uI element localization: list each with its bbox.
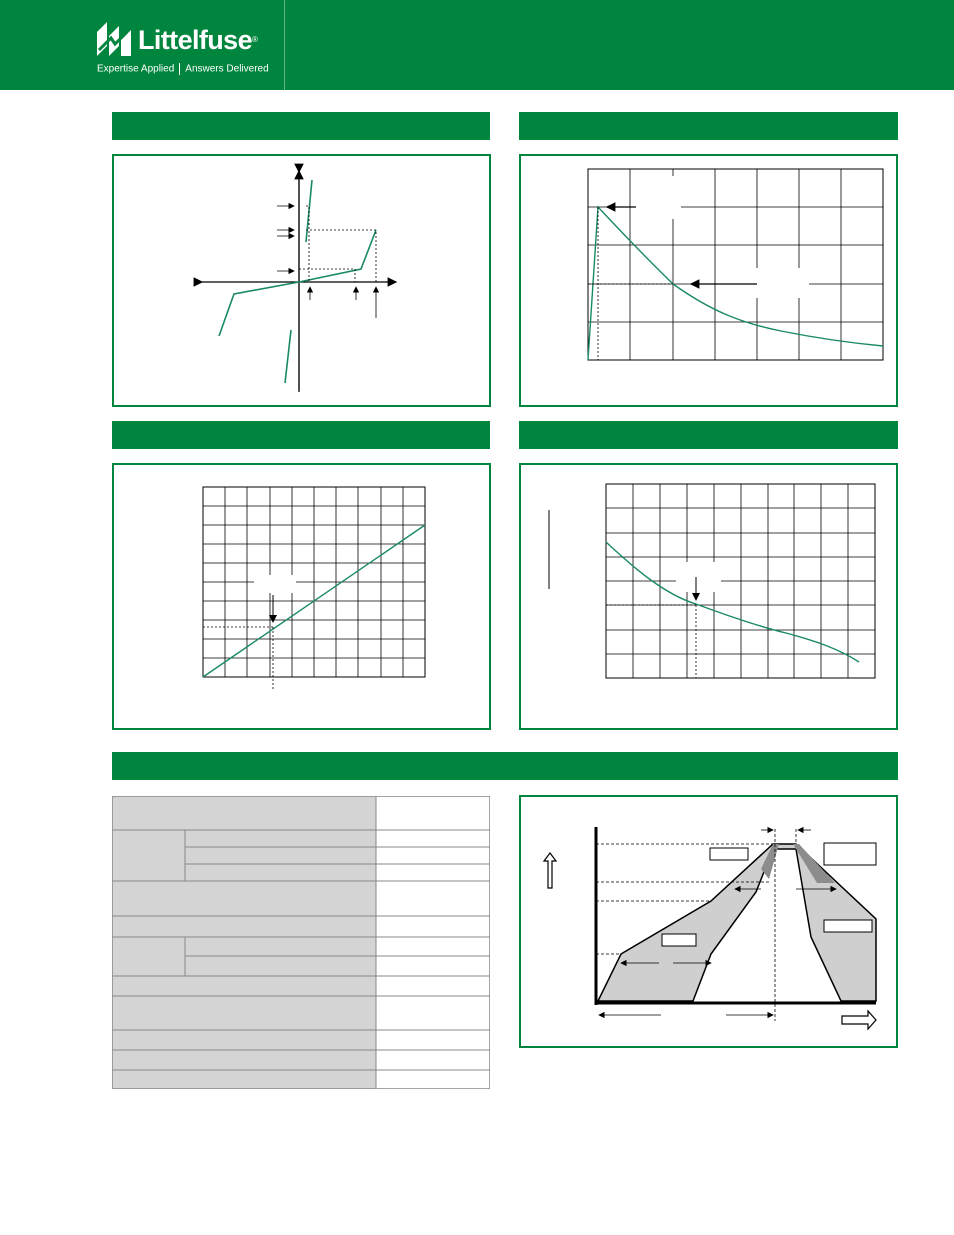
reflow-profile-panel <box>519 795 898 1048</box>
vi-characteristic-diagram <box>114 156 489 405</box>
section-bar-fig4 <box>519 421 898 449</box>
decay-curve-chart <box>521 465 896 728</box>
linear-curve-chart <box>114 465 489 728</box>
section-bar-fig1 <box>112 112 490 140</box>
brand-name: Littelfuse® <box>138 25 258 55</box>
header-divider <box>284 0 285 90</box>
pulse-waveform-chart <box>521 156 896 405</box>
soldering-parameters-table <box>112 796 490 1089</box>
brand-tagline: Expertise Applied Answers Delivered <box>97 63 269 75</box>
decay-curve-panel <box>519 463 898 730</box>
linear-curve-panel <box>112 463 491 730</box>
page-header <box>0 0 954 90</box>
section-bar-fig2 <box>519 112 898 140</box>
pulse-waveform-panel <box>519 154 898 407</box>
vi-characteristic-panel <box>112 154 491 407</box>
section-bar-fig3 <box>112 421 490 449</box>
littelfuse-logo-icon <box>97 22 131 56</box>
section-bar-soldering <box>112 752 898 780</box>
up-arrow-icon <box>544 853 556 888</box>
reflow-profile-diagram <box>521 797 896 1046</box>
right-arrow-icon <box>842 1011 876 1029</box>
